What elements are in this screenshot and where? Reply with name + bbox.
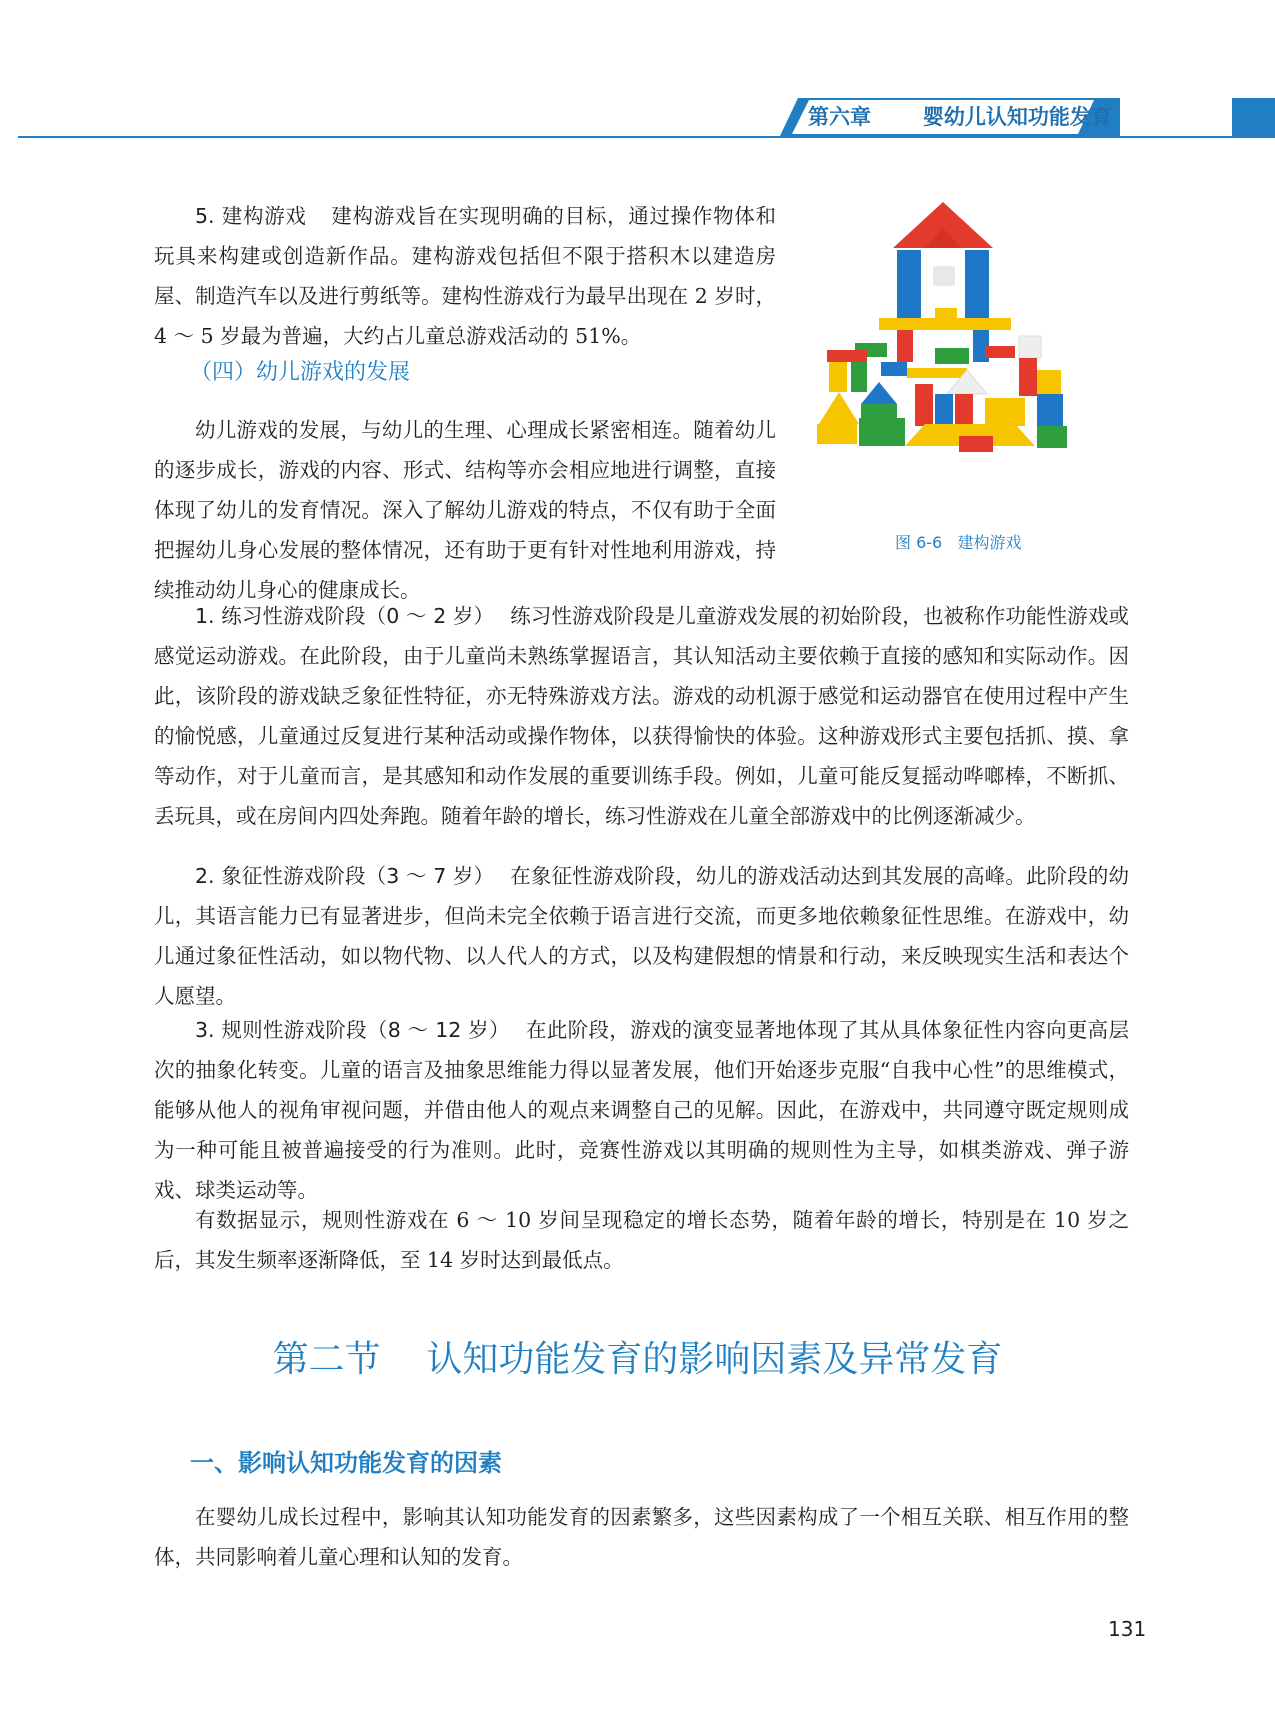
building-blocks-image [815,198,1115,498]
paragraph-stage-3 [154,1010,1129,1210]
chapter-title: 第六章 婴幼儿认知功能发育 [808,105,1112,129]
figure-caption: 图 6-6 建构游戏 [895,533,1022,552]
paragraph-lead: 3. 规则性游戏阶段（8 ～ 12 岁） [195,1018,510,1042]
block-blue-right [1037,394,1063,426]
block-blue-center [935,394,953,426]
heading-factors: 一、影响认知功能发育的因素 [190,1449,502,1477]
paragraph-data: 有数据显示，规则性游戏在 6 ～ 10 岁间呈现稳定的增长态势，随着年龄的增长，特别是在 10 岁之后，其发生频率逐渐降低，至 14 岁时达到最低点。 [154,1208,1129,1272]
bar-green-center [935,348,969,364]
base-yellow-left [817,424,857,444]
cylinder-red-left [915,384,933,426]
paragraph-construction-play [154,196,776,356]
paragraph-factors-intro: 在婴幼儿成长过程中，影响其认知功能发育的因素繁多，这些因素构成了一个相互关联、相互作用的整体，共同影响着儿童心理和认知的发育。 [154,1505,1129,1569]
base-red-block [959,436,993,452]
bar-green-lower [861,404,897,418]
cube-white [933,266,955,286]
bar-red-right [985,346,1015,358]
header-rule [18,136,1275,138]
pillar-yellow-left [829,362,847,392]
paragraph-body: 练习性游戏阶段是儿童游戏发展的初始阶段，也被称作功能性游戏或感觉运动游戏。在此阶段，由于儿童尚未熟练掌握语言，其认知活动主要依赖于直接的感知和实际动作。因此，该阶段的游戏缺乏象征性特征，亦无特殊游戏方法。游戏的动机源于感觉和运动器官在使用过程中产生的愉悦感，儿童通过反复进行某种活动或操作物体，以获得愉快的体验。这种游戏形式主要包括抓、摸、拿等动作，对于儿童而言，是其感知和动作发展的重要训练手段。例如，儿童可能反复摇动哗啷棒，不断抓、丢玩具，或在房间内四处奔跑。随着年龄的增长，练习性游戏在儿童全部游戏中的比例逐渐减少。 [154,604,1129,828]
triangle-yellow-left [819,392,859,424]
pillar-red-right [1019,358,1037,396]
page-number: 131 [1108,1617,1147,1641]
paragraph-lead: 2. 象征性游戏阶段（3 ～ 7 岁） [195,864,495,888]
paragraph-body: 建构游戏旨在实现明确的目标，通过操作物体和玩具来构建或创造新作品。建构游戏包括但不限于搭积木以建造房屋、制造汽车以及进行剪纸等。建构性游戏行为最早出现在 2 岁时，4 ～ 5 岁最为普遍，大约占儿童总游戏活动的 51%。 [154,204,777,348]
paragraph-stage-2 [154,856,1129,1016]
subheading-play-development: （四）幼儿游戏的发展 [190,360,411,385]
pillar-green-left [851,362,867,392]
paragraph-body: 在象征性游戏阶段，幼儿的游戏活动达到其发展的高峰。此阶段的幼儿，其语言能力已有显著进步，但尚未完全依赖于语言进行交流，而更多地依赖象征性思维。在游戏中，幼儿通过象征性活动，如以物代物、以人代人的方式，以及构建假想的情景和行动，来反映现实生活和表达个人愿望。 [154,864,1129,1008]
paragraph-body: 在此阶段，游戏的演变显著地体现了其从具体象征性内容向更高层次的抽象化转变。儿童的语言及抽象思维能力得以显著发展，他们开始逐步克服“自我中心性”的思维模式，能够从他人的视角审视问题，并借由他人的观点来调整自己的见解。因此，在游戏中，共同遵守既定规则成为一种可能且被普遍接受的行为准则。此时，竞赛性游戏以其明确的规则性为主导，如棋类游戏、弹子游戏、球类运动等。 [154,1018,1129,1202]
base-green-right [1037,426,1067,448]
base-green [859,418,905,446]
block-yellow-right [985,398,1025,426]
cube-yellow-right [1037,370,1061,394]
paragraph-lead: 1. 练习性游戏阶段（0 ～ 2 岁） [195,604,495,628]
paragraph-stage-1 [154,596,1129,836]
cylinder-red-right [955,394,973,426]
bar-blue-mid [881,362,907,376]
pillar-red-mid [897,330,913,362]
cube-white-right [1019,336,1041,358]
paragraph-lead: 5. 建构游戏 [195,204,307,228]
bar-red-left [827,350,867,362]
paragraph-play-development: 幼儿游戏的发展，与幼儿的生理、心理成长紧密相连。随着幼儿的逐步成长，游戏的内容、形式、结构等亦会相应地进行调整，直接体现了幼儿的发育情况。深入了解幼儿游戏的特点，不仅有助于全面把握幼儿身心发展的整体情况，还有助于更有针对性地利用游戏，持续推动幼儿身心的健康成长。 [154,418,776,602]
pillar-blue-right [965,250,989,318]
header-accent-block [1232,98,1275,136]
pillar-blue-left [897,250,921,318]
section-title: 第二节 认知功能发育的影响因素及异常发育 [272,1339,1003,1380]
beam-yellow-center [907,368,967,378]
cube-yellow-top [935,308,957,328]
